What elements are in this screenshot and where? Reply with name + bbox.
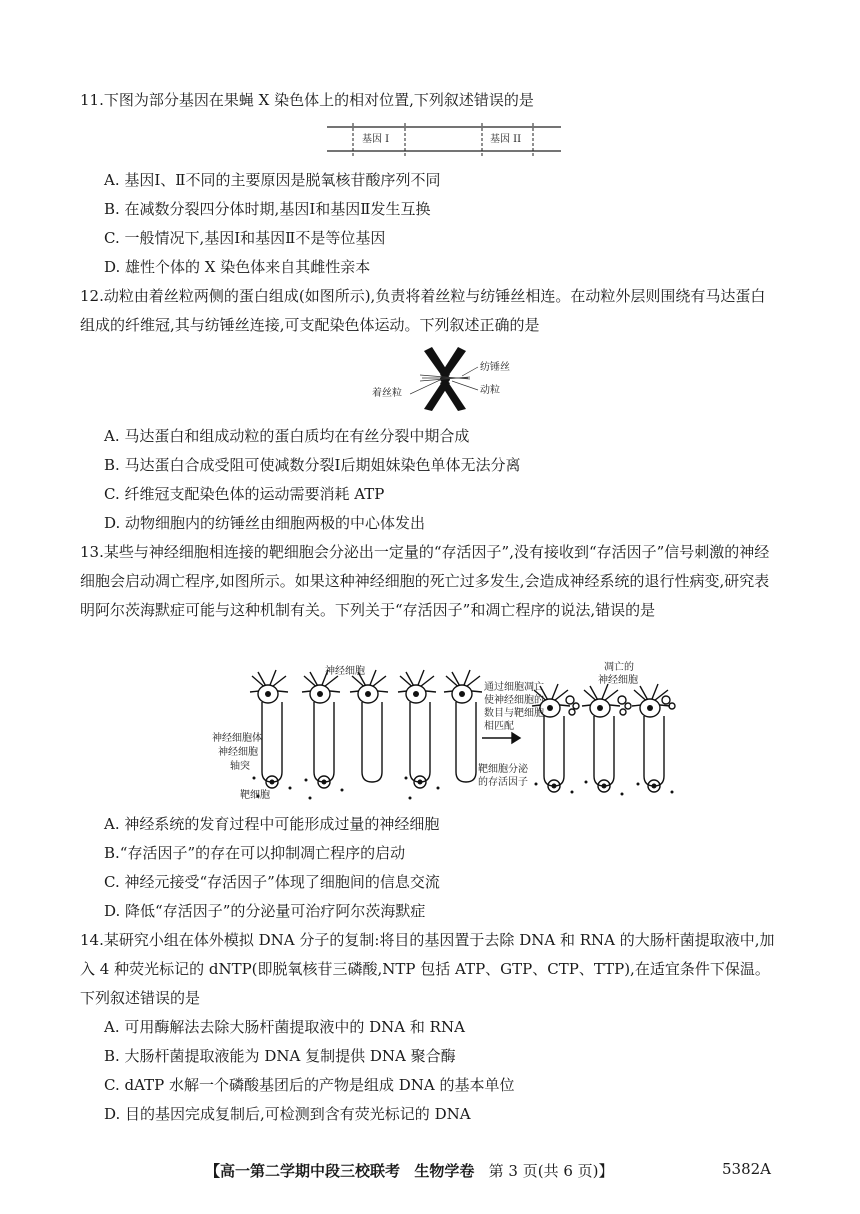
question-11-stem: 11.下图为部分基因在果蝇 X 染色体上的相对位置,下列叙述错误的是 bbox=[80, 91, 534, 109]
q12-option-b: B. 马达蛋白合成受阻可使减数分裂Ⅰ后期姐妹染色单体无法分离 bbox=[104, 456, 521, 474]
arrow-note-line1: 通过细胞凋亡 bbox=[484, 682, 544, 693]
q14-option-c: C. dATP 水解一个磷酸基团后的产物是组成 DNA 的基本单位 bbox=[104, 1076, 515, 1094]
kinetochore-label: 动粒 bbox=[480, 385, 500, 396]
q14-option-a: A. 可用酶解法去除大肠杆菌提取液中的 DNA 和 RNA bbox=[104, 1018, 465, 1036]
apoptotic-label-line2: 神经细胞 bbox=[598, 675, 638, 686]
arrow-note-line3: 数目与靶细胞 bbox=[484, 708, 544, 719]
apoptotic-label-line1: 凋亡的 bbox=[604, 662, 634, 673]
q13-option-a: A. 神经系统的发育过程中可能形成过量的神经细胞 bbox=[104, 815, 440, 833]
q14-option-d: D. 目的基因完成复制后,可检测到含有荧光标记的 DNA bbox=[104, 1105, 471, 1123]
centromere-label: 着丝粒 bbox=[372, 388, 402, 399]
footer-paper-code: 5382A bbox=[722, 1160, 772, 1178]
q13-option-c: C. 神经元接受“存活因子”体现了细胞间的信息交流 bbox=[104, 873, 440, 891]
q11-option-c: C. 一般情况下,基因Ⅰ和基因Ⅱ不是等位基因 bbox=[104, 229, 386, 247]
target-cell-label: 靶细胞 bbox=[240, 790, 270, 801]
secrete-label-line2: 的存活因子 bbox=[478, 777, 528, 788]
neuron-label: 神经细胞 bbox=[325, 666, 365, 677]
q12-option-a: A. 马达蛋白和组成动粒的蛋白质均在有丝分裂中期合成 bbox=[104, 427, 470, 445]
footer-subject: 生物学卷 bbox=[414, 1162, 475, 1180]
q13-option-d: D. 降低“存活因子”的分泌量可治疗阿尔茨海默症 bbox=[104, 902, 426, 920]
q12-option-c: C. 纤维冠支配染色体的运动需要消耗 ATP bbox=[104, 485, 385, 503]
arrow-note-line4: 相匹配 bbox=[484, 721, 514, 732]
footer-page-number: 第 3 页(共 6 页)】 bbox=[488, 1162, 614, 1180]
q14-option-b: B. 大肠杆菌提取液能为 DNA 复制提供 DNA 聚合酶 bbox=[104, 1047, 456, 1065]
soma-label: 神经细胞体 bbox=[212, 733, 262, 744]
axon-label-line2: 轴突 bbox=[230, 761, 250, 772]
arrow-note-line2: 使神经细胞的 bbox=[484, 695, 544, 706]
q11-option-b: B. 在减数分裂四分体时期,基因Ⅰ和基因Ⅱ发生互换 bbox=[104, 200, 431, 218]
gene-1-label: 基因 I bbox=[362, 134, 390, 145]
q11-option-d: D. 雄性个体的 X 染色体来自其雌性亲本 bbox=[104, 258, 371, 276]
gene-2-label: 基因 II bbox=[490, 134, 522, 145]
question-14-stem: 14.某研究小组在体外模拟 DNA 分子的复制:将目的基因置于去除 DNA 和 RNA 的大肠杆菌提取液中,加入 4 种荧光标记的 dNTP(即脱氧核苷三磷酸,NTP 包括 ATP、GTP、CTP、TTP),在适宜条件下保温。下列叙述错误的是 bbox=[80, 931, 775, 1007]
question-12-stem: 12.动粒由着丝粒两侧的蛋白组成(如图所示),负责将着丝粒与纺锤丝相连。在动粒外层则围绕有马达蛋白组成的纤维冠,其与纺锤丝连接,可支配染色体运动。下列叙述正确的是 bbox=[80, 287, 766, 334]
q11-option-a: A. 基因Ⅰ、Ⅱ不同的主要原因是脱氧核苷酸序列不同 bbox=[104, 171, 441, 189]
footer-exam-name: 【高一第二学期中段三校联考 bbox=[205, 1162, 401, 1180]
kinetochore-figure bbox=[410, 345, 510, 413]
spindle-fiber-label: 纺锤丝 bbox=[480, 362, 510, 373]
q13-option-b: B.“存活因子”的存在可以抑制凋亡程序的启动 bbox=[104, 844, 406, 862]
footer-main bbox=[205, 1160, 614, 1181]
question-13-stem: 13.某些与神经细胞相连接的靶细胞会分泌出一定量的“存活因子”,没有接收到“存活因子”信号刺激的神经细胞会启动凋亡程序,如图所示。如果这种神经细胞的死亡过多发生,会造成神经系统的退行性病变,研究表明阿尔茨海默症可能与这种机制有关。下列关于“存活因子”和凋亡程序的说法,错误的是 bbox=[80, 543, 770, 619]
chromosome-gene-figure bbox=[325, 122, 563, 158]
axon-label-line1: 神经细胞 bbox=[218, 747, 258, 758]
secrete-label-line1: 靶细胞分泌 bbox=[478, 764, 528, 775]
q12-option-d: D. 动物细胞内的纺锤丝由细胞两极的中心体发出 bbox=[104, 514, 426, 532]
